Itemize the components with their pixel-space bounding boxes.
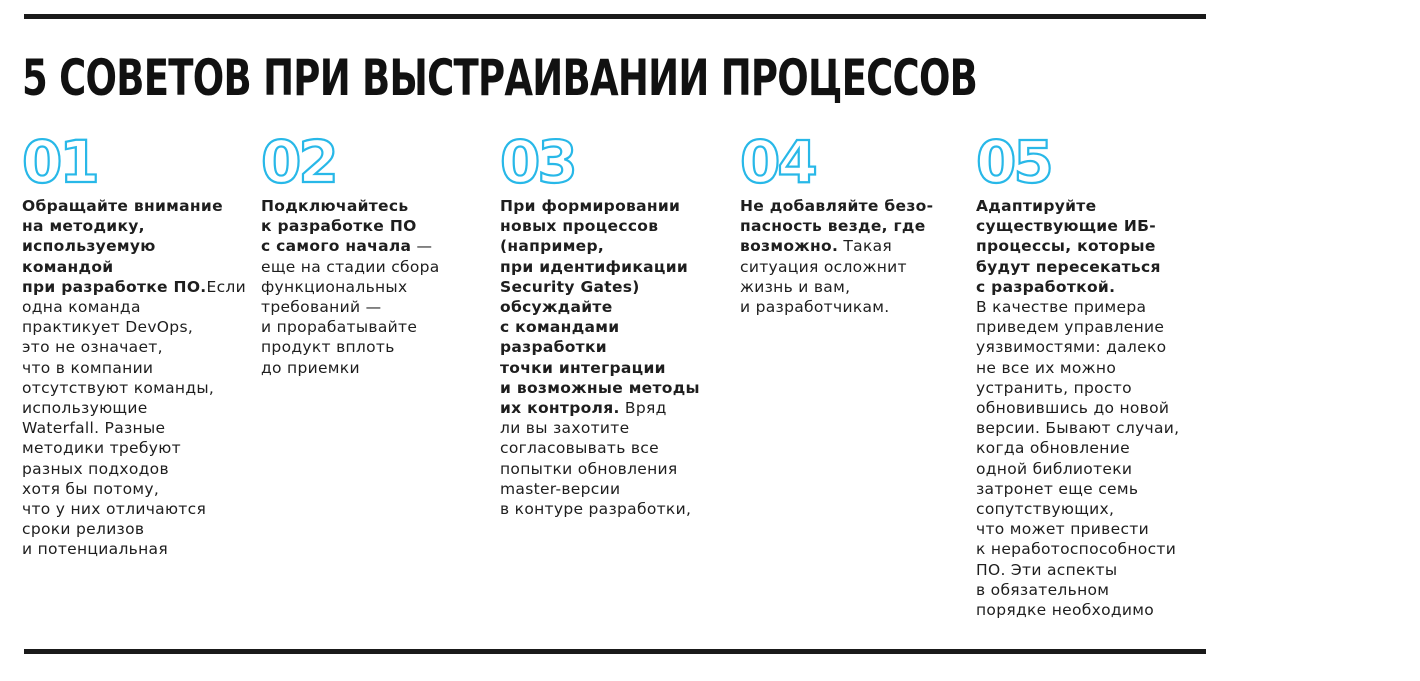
tip-lead-5: Адаптируйте существующие ИБ- процессы, которые будут пересекаться с разработкой. (976, 197, 1161, 296)
tip-body-3 (500, 196, 736, 519)
tip-text-5: В качестве примера приведем управление уязвимостями: далеко не все их можно устранить, просто обновившись до новой версии. Бывают случаи, когда обновление одной библиотеки затронет еще семь сопутствующих, что может привести к неработоспособности ПО. Эти аспекты в обязательном порядке необходимо (976, 298, 1180, 620)
top-rule (24, 14, 1206, 19)
tip-number-2-text: 02 (261, 128, 336, 196)
tip-column-1 (22, 128, 258, 560)
tip-lead-1: Обращайте внимание на методику, используемую командой при разработке ПО. (22, 197, 223, 296)
tip-number-4 (740, 128, 976, 196)
page-title: 5 СОВЕТОВ ПРИ ВЫСТРАИВАНИИ ПРОЦЕССОВ (22, 49, 978, 107)
tip-number-1-text: 01 (22, 128, 97, 196)
tip-body-1 (22, 196, 258, 560)
tip-lead-4: Не добавляйте безо- пасность везде, где возможно. (740, 197, 934, 256)
tip-text-1: Если одна команда практикует DevOps, это не означает, что в компании отсутствуют команды, использующие Waterfall. Разные методики требуют разных подходов хотя бы потому, что у них отличаются сроки релизов и потенциальная (22, 277, 246, 559)
tip-number-3-text: 03 (500, 128, 575, 196)
tip-lead-3: При формировании новых процессов (например, при идентификации Security Gates) обсуждайте с командами разработки точки интеграции и возможные методы их контроля. (500, 197, 700, 418)
tip-column-4 (740, 128, 976, 317)
tip-text-3: Вряд ли вы захотите согласовывать все попытки обновления master-версии в контуре разработки, (500, 399, 692, 519)
tip-number-2 (261, 128, 497, 196)
tip-text-2: — еще на стадии сбора функциональных требований — и прорабатывайте продукт вплоть до приемки (261, 237, 440, 377)
tip-column-2 (261, 128, 497, 378)
tip-body-5 (976, 196, 1216, 620)
tip-number-4-text: 04 (740, 128, 815, 196)
tip-lead-2: Подключайтесь к разработке ПО с самого начала (261, 197, 417, 256)
tip-text-4: Такая ситуация осложнит жизнь и вам, и разработчикам. (740, 237, 907, 317)
tip-number-1 (22, 128, 258, 196)
tip-column-5 (976, 128, 1216, 620)
bottom-rule (24, 649, 1206, 654)
tip-column-3 (500, 128, 736, 519)
tip-number-5-text: 05 (976, 128, 1051, 196)
tip-body-4 (740, 196, 976, 317)
tip-number-5 (976, 128, 1216, 196)
tip-number-3 (500, 128, 736, 196)
tip-body-2 (261, 196, 497, 378)
